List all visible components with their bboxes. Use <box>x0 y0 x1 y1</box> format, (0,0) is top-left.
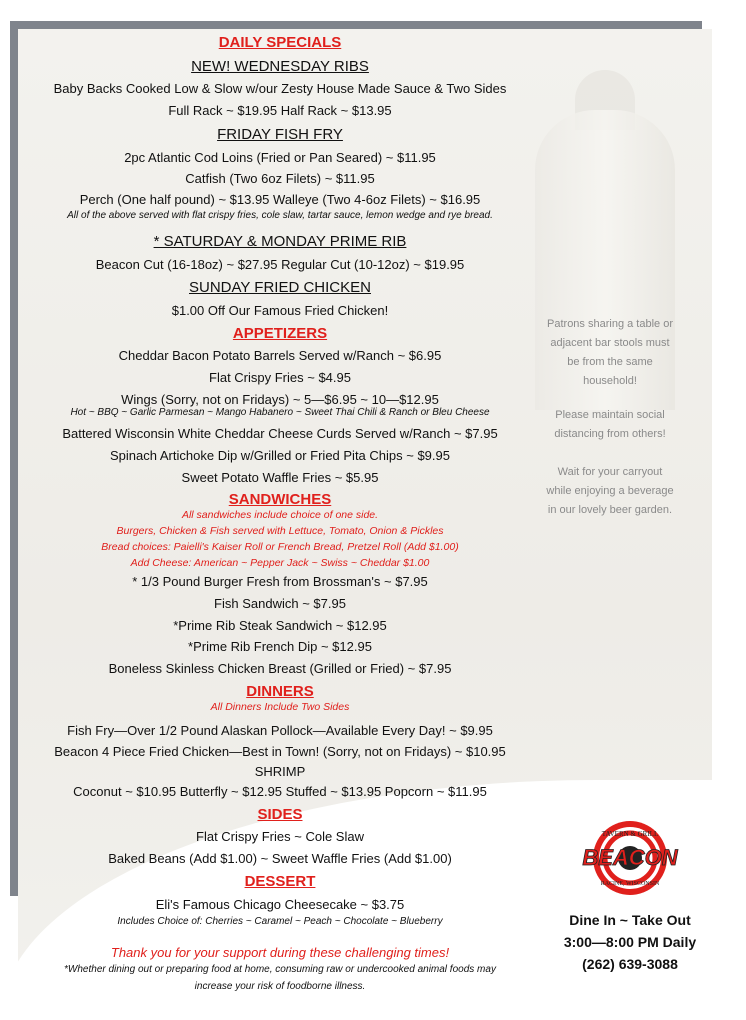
hours: 3:00—8:00 PM Daily <box>563 934 697 950</box>
menu-item: Flat Crispy Fries ~ $4.95 <box>209 370 351 385</box>
note: All Dinners Include Two Sides <box>210 701 350 713</box>
heading-sandwiches: SANDWICHES <box>228 491 332 508</box>
menu-item: Fish Fry—Over 1/2 Pound Alaskan Pollock—Available Every Day! ~ $9.95 <box>67 723 493 738</box>
menu-item: Catfish (Two 6oz Filets) ~ $11.95 <box>185 171 375 186</box>
note: Includes Choice of: Cherries ~ Caramel ~ Peach ~ Chocolate ~ Blueberry <box>117 916 443 927</box>
menu-item: *Prime Rib Steak Sandwich ~ $12.95 <box>173 618 387 633</box>
menu-item: Beacon Cut (16-18oz) ~ $27.95 Regular Cut (10-12oz) ~ $19.95 <box>95 257 465 272</box>
menu-item: Eli's Famous Chicago Cheesecake ~ $3.75 <box>155 897 405 912</box>
heading-appetizers: APPETIZERS <box>232 325 328 342</box>
page-frame-top <box>10 21 702 29</box>
logo-top-text: TAVERN & GRILL <box>601 830 659 838</box>
menu-item: Flat Crispy Fries ~ Cole Slaw <box>196 829 364 844</box>
disclaimer: increase your risk of foodborne illness. <box>194 981 366 992</box>
menu-item: Battered Wisconsin White Cheddar Cheese Curds Served w/Ranch ~ $7.95 <box>62 426 498 441</box>
heading-sunday-chicken: SUNDAY FRIED CHICKEN <box>189 279 371 296</box>
note: Bread choices: Paielli's Kaiser Roll or French Bread, Pretzel Roll (Add $1.00) <box>101 541 459 553</box>
beacon-logo <box>575 818 685 898</box>
heading-prime-rib: * SATURDAY & MONDAY PRIME RIB <box>153 233 407 250</box>
disclaimer: *Whether dining out or preparing food at home, consuming raw or undercooked animal foods may <box>64 964 496 975</box>
heading-dinners: DINNERS <box>246 683 314 700</box>
menu-item: Sweet Potato Waffle Fries ~ $5.95 <box>181 470 379 485</box>
notice-household: Patrons sharing a table or adjacent bar stools must be from the same household! <box>547 318 673 387</box>
menu-item: Baby Backs Cooked Low & Slow w/our Zesty House Made Sauce & Two Sides <box>53 81 507 96</box>
note: Add Cheese: American ~ Pepper Jack ~ Swiss ~ Cheddar $1.00 <box>130 557 430 569</box>
menu-item: 2pc Atlantic Cod Loins (Fried or Pan Seared) ~ $11.95 <box>124 150 436 165</box>
menu-item: *Prime Rib French Dip ~ $12.95 <box>188 639 372 654</box>
menu-item: Beacon 4 Piece Fried Chicken—Best in Town! (Sorry, not on Fridays) ~ $10.95 <box>54 744 506 759</box>
heading-friday-fish-fry: FRIDAY FISH FRY <box>217 126 343 143</box>
logo-bottom-text: RACINE, WISCONSIN <box>600 881 660 887</box>
page-frame-left <box>10 21 18 896</box>
menu-item: Wings (Sorry, not on Fridays) ~ 5—$6.95 ~ 10—$12.95 <box>121 392 439 407</box>
menu-item: Fish Sandwich ~ $7.95 <box>214 596 346 611</box>
heading-sides: SIDES <box>257 806 303 823</box>
menu-item: Full Rack ~ $19.95 Half Rack ~ $13.95 <box>168 103 392 118</box>
heading-daily-specials: DAILY SPECIALS <box>218 34 342 51</box>
menu-item: $1.00 Off Our Famous Fried Chicken! <box>171 303 389 318</box>
thank-you-message: Thank you for your support during these challenging times! <box>110 945 450 960</box>
notice-distancing: Please maintain social distancing from others! <box>554 409 666 440</box>
menu-item: Boneless Skinless Chicken Breast (Grilled or Fried) ~ $7.95 <box>108 661 452 676</box>
note: All of the above served with flat crispy fries, cole slaw, tartar sauce, lemon wedge and rye bread. <box>67 210 493 221</box>
menu-item: Coconut ~ $10.95 Butterfly ~ $12.95 Stuffed ~ $13.95 Popcorn ~ $11.95 <box>73 784 487 799</box>
notice-carryout: Wait for your carryout while enjoying a beverage in our lovely beer garden. <box>546 466 674 516</box>
note: All sandwiches include choice of one side. <box>181 509 379 521</box>
subheading-shrimp: SHRIMP <box>254 764 306 779</box>
menu-item: Spinach Artichoke Dip w/Grilled or Fried Pita Chips ~ $9.95 <box>110 448 450 463</box>
heading-dessert: DESSERT <box>244 873 316 890</box>
note: Burgers, Chicken & Fish served with Lettuce, Tomato, Onion & Pickles <box>116 525 444 537</box>
logo-name: BEACON <box>582 845 678 870</box>
menu-item: Perch (One half pound) ~ $13.95 Walleye (Two 4-6oz Filets) ~ $16.95 <box>79 192 481 207</box>
heading-wednesday-ribs: NEW! WEDNESDAY RIBS <box>191 58 369 75</box>
menu-item: Baked Beans (Add $1.00) ~ Sweet Waffle Fries (Add $1.00) <box>108 851 452 866</box>
menu-item: Cheddar Bacon Potato Barrels Served w/Ranch ~ $6.95 <box>118 348 442 363</box>
note: Hot ~ BBQ ~ Garlic Parmesan ~ Mango Habanero ~ Sweet Thai Chili & Ranch or Bleu Cheese <box>70 407 490 418</box>
phone-number[interactable]: (262) 639-3088 <box>582 956 678 972</box>
menu-item: * 1/3 Pound Burger Fresh from Brossman's ~ $7.95 <box>132 574 428 589</box>
service-type: Dine In ~ Take Out <box>569 912 691 928</box>
